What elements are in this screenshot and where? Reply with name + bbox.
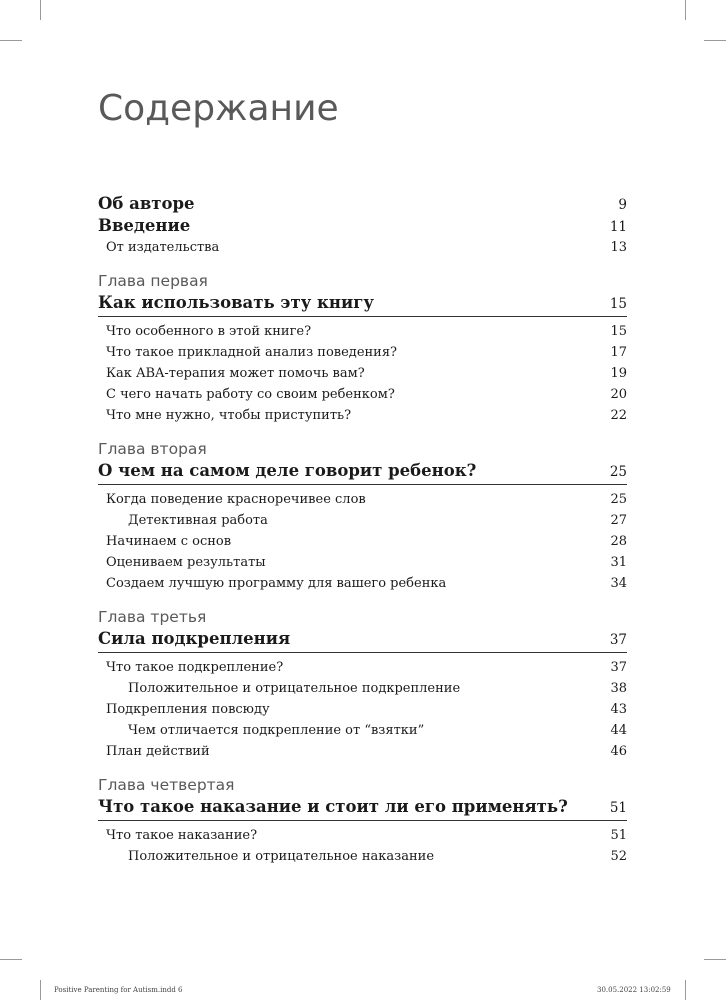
toc-entry [98, 363, 627, 384]
toc-page-number: 51 [610, 828, 627, 843]
footer-timestamp: 30.05.2022 13:02:59 [597, 986, 671, 994]
chapter-label: Глава третья [98, 608, 207, 626]
toc-entry [98, 552, 627, 573]
toc-page-number: 19 [610, 366, 627, 381]
toc-entry [98, 489, 627, 510]
toc-entry [98, 531, 627, 552]
toc-page-number: 44 [610, 723, 627, 738]
crop-mark [704, 40, 726, 41]
toc-page-number: 28 [610, 534, 627, 549]
crop-mark [685, 980, 686, 1000]
chapter-heading-rule [98, 652, 627, 653]
toc-entry-title: Создаем лучшую программу для вашего ребенка [106, 576, 447, 591]
toc-page-number: 15 [609, 296, 627, 312]
toc-page-number: 27 [610, 513, 627, 528]
toc-heading [98, 796, 627, 818]
toc-page-number: 9 [618, 197, 627, 213]
toc-entry-title: Чем отличается подкрепление от “взятки” [128, 723, 425, 738]
toc-entry [98, 510, 627, 531]
toc-page-number: 51 [609, 800, 627, 816]
toc-page-number: 43 [610, 702, 627, 717]
toc-entry-title: Подкрепления повсюду [106, 702, 270, 717]
toc-entry [98, 405, 627, 426]
crop-mark [0, 40, 22, 41]
toc-heading [98, 292, 627, 314]
chapter-label: Глава вторая [98, 440, 207, 458]
toc-page-number: 17 [610, 345, 627, 360]
toc-entry-title: Как ABA-терапия может помочь вам? [106, 366, 365, 381]
toc-entry [98, 825, 627, 846]
toc-page-number: 37 [609, 632, 627, 648]
toc-page-number: 31 [610, 555, 627, 570]
chapter-heading-rule [98, 484, 627, 485]
toc-entry [98, 384, 627, 405]
toc-entry-title: Что такое прикладной анализ поведения? [106, 345, 398, 360]
toc-heading [98, 628, 627, 650]
toc-entry-title: Как использовать эту книгу [98, 293, 374, 312]
toc-page-number: 20 [610, 387, 627, 402]
toc-entry-title: Что такое подкрепление? [106, 660, 284, 675]
crop-mark [704, 959, 726, 960]
toc-page-number: 25 [610, 492, 627, 507]
crop-mark [0, 959, 22, 960]
toc-entry-title: От издательства [106, 240, 220, 255]
toc-entry-title: С чего начать работу со своим ребенком? [106, 387, 395, 402]
toc-page-number: 11 [609, 219, 627, 235]
toc-entry-title: Детективная работа [128, 513, 268, 528]
toc-page-number: 25 [609, 464, 627, 480]
toc-heading [98, 460, 627, 482]
toc-entry [98, 342, 627, 363]
toc-page-number: 22 [610, 408, 627, 423]
table-of-contents [98, 193, 627, 867]
toc-entry [98, 321, 627, 342]
toc-entry-title: Положительное и отрицательное наказание [128, 849, 435, 864]
toc-entry-title: Когда поведение красноречивее слов [106, 492, 366, 507]
toc-entry-title: Сила подкрепления [98, 629, 291, 648]
toc-page-number: 37 [610, 660, 627, 675]
toc-entry-title: О чем на самом деле говорит ребенок? [98, 461, 477, 480]
toc-entry [98, 678, 627, 699]
toc-entry-title: Введение [98, 216, 191, 235]
toc-entry [98, 699, 627, 720]
toc-page-number: 34 [610, 576, 627, 591]
footer-file-name: Positive Parenting for Autism.indd 6 [54, 986, 183, 994]
toc-entry [98, 741, 627, 762]
toc-entry-title: Оцениваем результаты [106, 555, 266, 570]
toc-page-number: 46 [610, 744, 627, 759]
toc-heading [98, 215, 627, 237]
chapter-heading-rule [98, 820, 627, 821]
page-title: Содержание [98, 88, 339, 129]
toc-entry [98, 657, 627, 678]
chapter-label: Глава четвертая [98, 776, 235, 794]
crop-mark [40, 980, 41, 1000]
toc-entry-title: Что такое наказание и стоит ли его применять? [98, 797, 568, 816]
toc-entry-title: План действий [106, 744, 210, 759]
chapter-label: Глава первая [98, 272, 208, 290]
toc-entry-title: Положительное и отрицательное подкрепление [128, 681, 461, 696]
toc-entry-title: Что мне нужно, чтобы приступить? [106, 408, 352, 423]
crop-mark [40, 0, 41, 20]
toc-entry-title: Начинаем с основ [106, 534, 232, 549]
toc-entry [98, 720, 627, 741]
toc-entry [98, 573, 627, 594]
chapter-heading-rule [98, 316, 627, 317]
toc-entry-title: Что такое наказание? [106, 828, 258, 843]
toc-page-number: 38 [610, 681, 627, 696]
toc-heading [98, 193, 627, 215]
toc-entry-title: Что особенного в этой книге? [106, 324, 312, 339]
toc-entry-title: Об авторе [98, 194, 195, 213]
toc-entry [98, 846, 627, 867]
toc-page-number: 52 [610, 849, 627, 864]
toc-page-number: 13 [610, 240, 627, 255]
toc-entry [98, 237, 627, 258]
crop-mark [685, 0, 686, 20]
toc-page-number: 15 [610, 324, 627, 339]
